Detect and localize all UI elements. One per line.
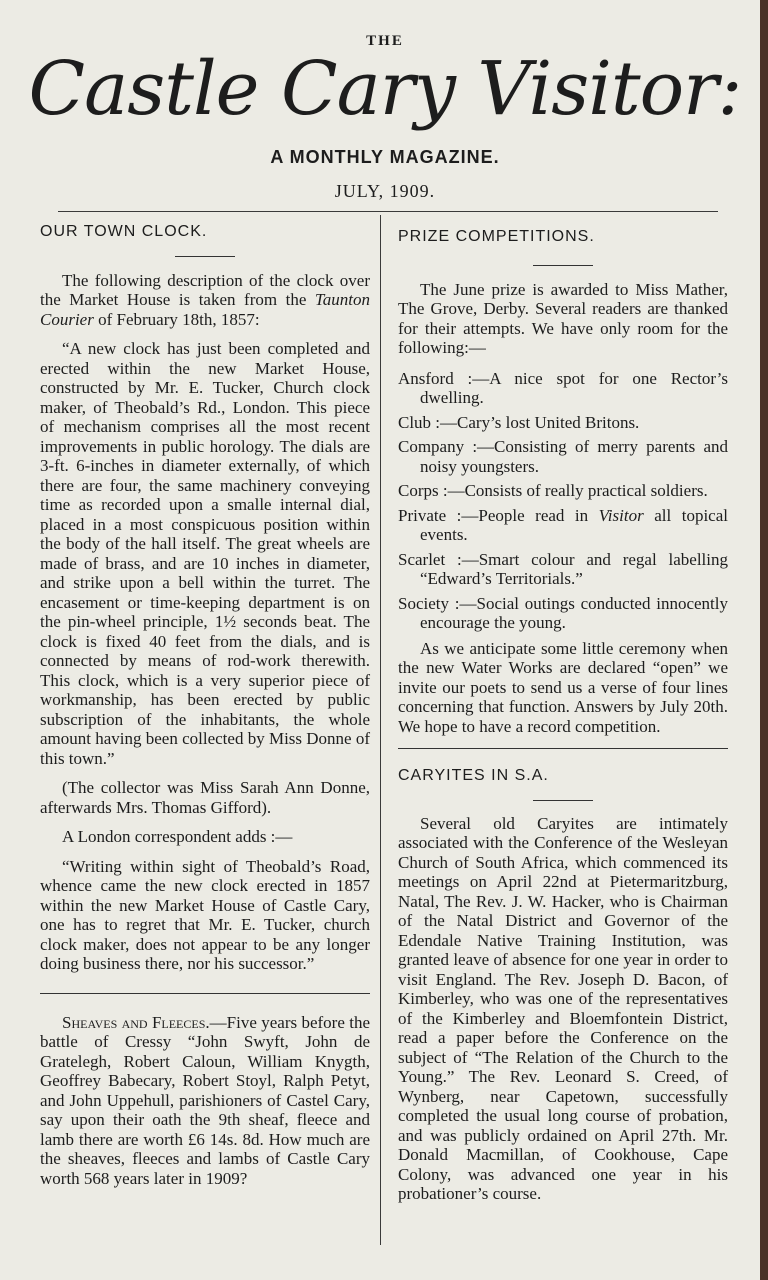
sheaves-body: —Five years before the battle of Cressy “John Swyft, John de Gratelegh, Robert Caloun, William Knygth, Geoffrey Babecary, Robert Stoyl, Ralph Petyt, and John Uppehull, parishioners of Castel Cary, say upon their oath the 9th sheaf, fleece and lamb there are worth £6 14s. 8d. How much are the sheaves, fleeces and lambs of Castle Cary worth 568 years later in 1909? [40,1012,370,1188]
entry-private-end: all topical events. [420,505,728,544]
section-rule [40,993,370,994]
entry-private [398,506,728,545]
entry-scarlet: Scarlet :—Smart colour and regal labelling “Edward’s Territorials.” [398,549,728,588]
competition-closing: As we anticipate some little ceremony when the new Water Works are declared “open” we invite our poets to send us a verse of four lines concerning that function. Answers by July 20th. We hope to have a record competition. [398,638,728,736]
caryites-heading: CARYITES IN S.A. [398,767,549,784]
prize-heading-rule [533,265,593,266]
town-clock-heading: OUR TOWN CLOCK. [40,223,208,240]
entry-corps: Corps :—Consists of really practical soldiers. [398,481,708,500]
entry-ansford: Ansford :—A nice spot for one Rector’s dwelling. [398,368,728,407]
masthead-rule [58,211,718,212]
entry-society: Society :—Social outings conducted innocently encourage the young. [398,593,728,632]
magazine-title: Castle Cary Visitor: [28,46,742,132]
caryites-heading-rule [533,800,593,801]
correspondent-note: A London correspondent adds :— [62,827,293,846]
entry-private-italic: Visitor [598,505,644,525]
masthead-the: THE [366,33,404,49]
right-column [398,227,728,1204]
issue-date: JULY, 1909. [334,181,436,201]
sheaves-title: Sheaves and Fleeces. [62,1012,210,1032]
clock-intro-source: Taunton Courier [40,290,370,329]
sheaves-paragraph [40,1013,370,1189]
clock-quote: “A new clock has just been completed and erected within the new Market House, constructed by Mr. E. Tucker, Church clock maker, of Theobald’s Rd., London. This piece of mechanism comprises all the most recent improvements in public horology. The dials are 3-ft. 6-inches in diameter externally, of which there are four, the same machinery conveying time as recorded upon a smalle internal dial, placed in a most conspicuous position within the body of the hall itself. The great wheels are made of brass, and are 10 inches in diameter, and strike upon a bell within the turret. The encasement or time-keeping department is on the pin-wheel principle, 1½ seconds beat. The clock is fixed 40 feet from the dials, and is connected by means of rod-work therewith. This clock, which is a very superior piece of workmanship, has been erected by public subscription of the inhabitants, the whole amount having been collected by Miss Donne of this town.” [40,339,371,768]
section-rule-right [398,748,728,749]
left-column [40,222,370,1188]
prize-intro: The June prize is awarded to Miss Mather, The Grove, Derby. Several readers are thanked for their attempts. We have only room for the following:— [398,279,728,357]
prize-heading: PRIZE COMPETITIONS. [398,228,595,245]
clock-intro-text: The following description of the clock over the Market House is taken from the [40,270,370,309]
clock-intro [40,271,370,330]
entry-company: Company :—Consisting of merry parents and noisy youngsters. [398,437,728,476]
magazine-subtitle: A MONTHLY MAGAZINE. [270,147,500,167]
entry-private-text: Private :—People read in [398,505,599,525]
clock-intro-date: of February 18th, 1857: [93,309,260,329]
entry-club: Club :—Cary’s lost United Britons. [398,412,640,432]
heading-rule [175,256,235,257]
collector-note: (The collector was Miss Sarah Ann Donne, afterwards Mrs. Thomas Gifford). [40,778,370,817]
caryites-paragraph: Several old Caryites are intimately associated with the Conference of the Wesleyan Church of South Africa, which commenced its meetings on April 22nd at Pietermaritzburg, Natal, The Rev. J. W. Hacker, who is Chairman of the Natal District and Governor of the Edendale Native Training Institution, was granted leave of absence for one year in order to visit England. The Rev. Joseph D. Bacon, of Kimberley, who was one of the representatives of the Kimberley and Bloemfontein District, read a paper before the Conference on the subject of “The Relation of the Church to the Young.” The Rev. Leonard S. Creed, of Wynberg, near Capetown, successfully completed the usual long course of probation, and was publicly ordained on April 27th. Mr. Donald Macmillan, of Cookhouse, Cape Colony, was advanced one year in his probationer’s course. [398,813,728,1203]
correspondent-quote: “Writing within sight of Theobald’s Road, whence came the new clock erected in 1857 within the new Market House of Castle Cary, one has to regret that Mr. E. Tucker, church clock maker, does not appear to be any longer doing business there, nor his successor.” [40,856,370,973]
column-divider [380,215,381,1245]
